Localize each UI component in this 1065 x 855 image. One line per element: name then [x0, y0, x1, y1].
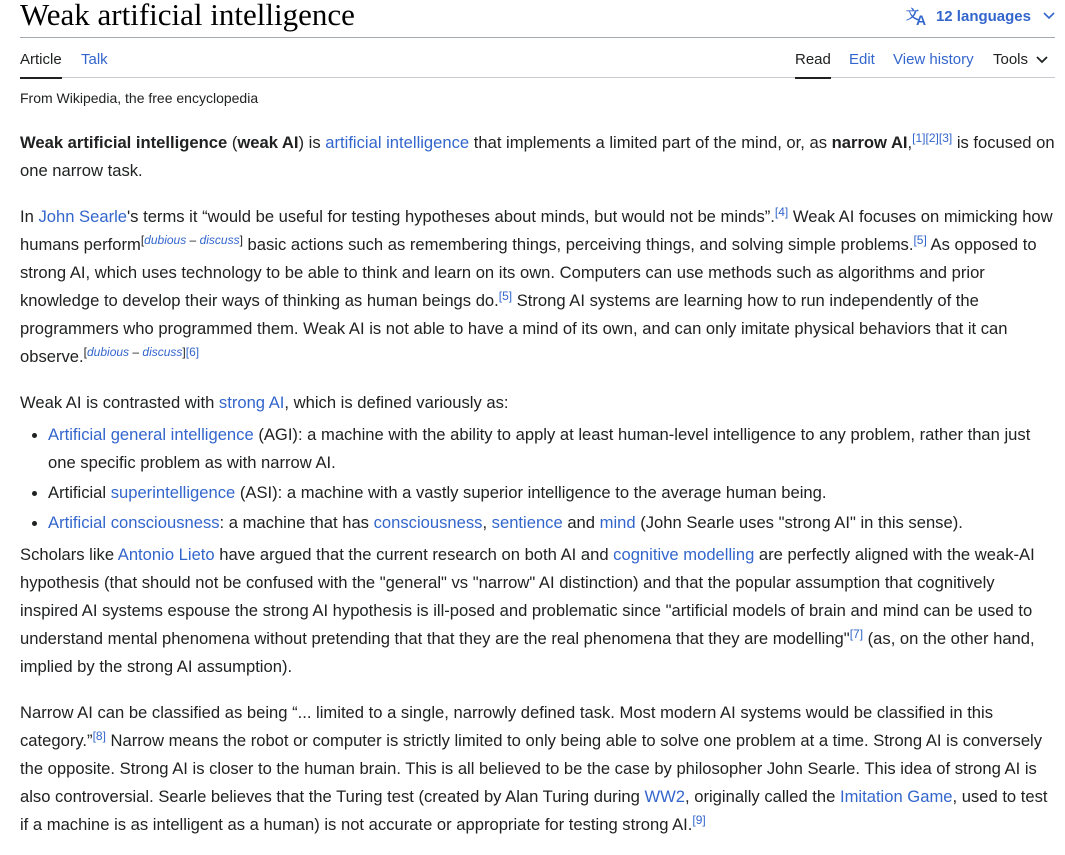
chevron-down-icon — [1036, 51, 1048, 69]
link-artificial-consciousness[interactable]: Artificial consciousness — [48, 513, 220, 532]
text: Artificial — [48, 483, 111, 502]
text: ) is — [298, 133, 326, 152]
list-item — [48, 421, 1055, 477]
citation-8[interactable]: [8] — [92, 729, 106, 743]
dubious-link[interactable]: dubious — [87, 345, 130, 359]
svg-text:文: 文 — [905, 8, 919, 23]
text: (ASI): a machine with a vastly superior intelligence to the average human being. — [235, 483, 827, 502]
text: : a machine that has — [219, 513, 374, 532]
discuss-link[interactable]: discuss — [199, 233, 240, 247]
paragraph-intro — [20, 129, 1055, 185]
citation-5[interactable]: [5] — [498, 289, 513, 303]
text: have argued that the current research on both AI and — [214, 545, 614, 564]
language-button[interactable] — [906, 4, 1055, 28]
page-tabs — [20, 37, 1055, 78]
bold-term: weak AI — [237, 133, 299, 152]
citation-9[interactable]: [9] — [692, 813, 706, 827]
link-mind[interactable]: mind — [599, 513, 636, 532]
link-john-searle[interactable]: John Searle — [38, 207, 128, 226]
page-title: Weak artificial intelligence — [20, 0, 355, 32]
text: that implements a limited part of the mind, or, as — [469, 133, 832, 152]
bracket: [ — [83, 345, 87, 359]
title-bar — [20, 0, 1055, 38]
dash: – — [186, 233, 200, 247]
text: (John Searle uses "strong AI" in this sense). — [635, 513, 963, 532]
paragraph-searle — [20, 203, 1055, 371]
text: Weak AI focuses on mimicking how humans perform — [20, 207, 1053, 254]
bracket: [ — [140, 233, 145, 247]
text: , which is defined variously as: — [284, 393, 509, 412]
text: , originally called the — [685, 787, 840, 806]
list-item — [48, 509, 1055, 537]
svg-text:A: A — [915, 12, 927, 26]
bracket: ] — [182, 345, 186, 359]
citation-group — [912, 131, 952, 145]
citation-3[interactable]: [3] — [938, 131, 953, 145]
text: , — [907, 133, 913, 152]
text: are perfectly aligned with the weak-AI hypothesis (that should not be confused with the "general" vs "narrow" AI distinction) and that the popular assumption that cognitively inspired AI systems espouse the strong AI hypothesis is ill-posed and problematic since "artificial models of brain and mind can be used to understand mental phenomena without pretending that that they are the real phenomena that they are modelling" — [20, 545, 1035, 648]
bracket: ] — [239, 233, 243, 247]
citation-4[interactable]: [4] — [774, 205, 789, 219]
text: (AGI): a machine with the ability to apply at least human-level intelligence to any problem, rather than just one specific problem as with narrow AI. — [48, 425, 1031, 472]
citation-5[interactable]: [5] — [913, 233, 927, 247]
text: Narrow AI can be classified as being “... limited to a single, narrowly defined task. Most modern AI systems would be classified in this category.” — [20, 703, 994, 750]
citation-7[interactable]: [7] — [849, 627, 864, 641]
link-consciousness[interactable]: consciousness — [373, 513, 483, 532]
link-cognitive-modelling[interactable]: cognitive modelling — [613, 545, 755, 564]
paragraph-scholars — [20, 541, 1055, 681]
text: 's terms it “would be useful for testing hypotheses about minds, but would not be minds”. — [127, 207, 775, 226]
bold-term: Weak artificial intelligence — [20, 133, 228, 152]
dash: – — [129, 345, 143, 359]
definitions-list — [20, 421, 1055, 537]
text: and — [562, 513, 600, 532]
tab-talk[interactable]: Talk — [81, 51, 108, 68]
tab-view-history[interactable]: View history — [893, 51, 974, 68]
chevron-down-icon — [1043, 12, 1055, 20]
text: Weak AI is contrasted with — [20, 393, 219, 412]
link-antonio-lieto[interactable]: Antonio Lieto — [117, 545, 215, 564]
dubious-link[interactable]: dubious — [144, 233, 187, 247]
discuss-link[interactable]: discuss — [142, 345, 183, 359]
paragraph-narrow-ai — [20, 699, 1055, 839]
citation-2[interactable]: [2] — [925, 131, 939, 145]
translate-icon — [906, 6, 930, 26]
dubious-tag — [141, 233, 243, 247]
text: ( — [227, 133, 238, 152]
text: basic actions such as remembering things, perceiving things, and solving simple problems. — [242, 235, 914, 254]
site-tagline: From Wikipedia, the free encyclopedia — [20, 90, 259, 106]
tab-read[interactable]: Read — [795, 51, 831, 79]
language-count-label: 12 languages — [935, 7, 1031, 25]
link-artificial-general-intelligence[interactable]: Artificial general intelligence — [48, 425, 254, 444]
text: , — [482, 513, 492, 532]
text: (as, on the other hand, implied by the strong AI assumption). — [20, 629, 1035, 676]
link-imitation-game[interactable]: Imitation Game — [839, 787, 953, 806]
citation-6[interactable]: [6] — [185, 345, 200, 359]
article-body — [20, 129, 1055, 839]
tools-label: Tools — [993, 51, 1029, 68]
text: In — [20, 207, 39, 226]
text: Scholars like — [20, 545, 118, 564]
tab-edit[interactable]: Edit — [849, 51, 875, 68]
text: As opposed to strong AI, which uses technology to be able to think and learn on its own. Computers can use methods such as algorithms and prior knowledge to develop their ways of thinking as human beings do. — [20, 235, 1037, 310]
tools-menu[interactable] — [993, 51, 1048, 77]
link-artificial-intelligence[interactable]: artificial intelligence — [325, 133, 470, 152]
text: , used to test if a machine is as intelligent as a human) is not accurate or appropriate for testing strong AI. — [20, 787, 1048, 834]
text: is focused on one narrow task. — [20, 133, 1055, 180]
link-sentience[interactable]: sentience — [491, 513, 563, 532]
link-strong-ai[interactable]: strong AI — [218, 393, 285, 412]
text: Strong AI systems are learning how to run independently of the programmers who programmed them. Weak AI is not able to have a mind of its own, and can only imitate physical behaviors that it can observe. — [20, 291, 1008, 366]
paragraph-contrast — [20, 389, 1055, 417]
citation-1[interactable]: [1] — [912, 131, 926, 145]
link-superintelligence[interactable]: superintelligence — [110, 483, 236, 502]
link-ww2[interactable]: WW2 — [644, 787, 686, 806]
text: Narrow means the robot or computer is strictly limited to only being able to solve one problem at a time. Strong AI is conversely the opposite. Strong AI is closer to the human brain. This is all believed to be the case by philosopher John Searle. This idea of strong AI is also controversial. Searle believes that the Turing test (created by Alan Turing during — [20, 731, 1043, 806]
bold-term: narrow AI — [831, 133, 908, 152]
dubious-tag — [84, 345, 199, 359]
list-item — [48, 479, 1055, 507]
tab-article[interactable]: Article — [20, 51, 62, 79]
